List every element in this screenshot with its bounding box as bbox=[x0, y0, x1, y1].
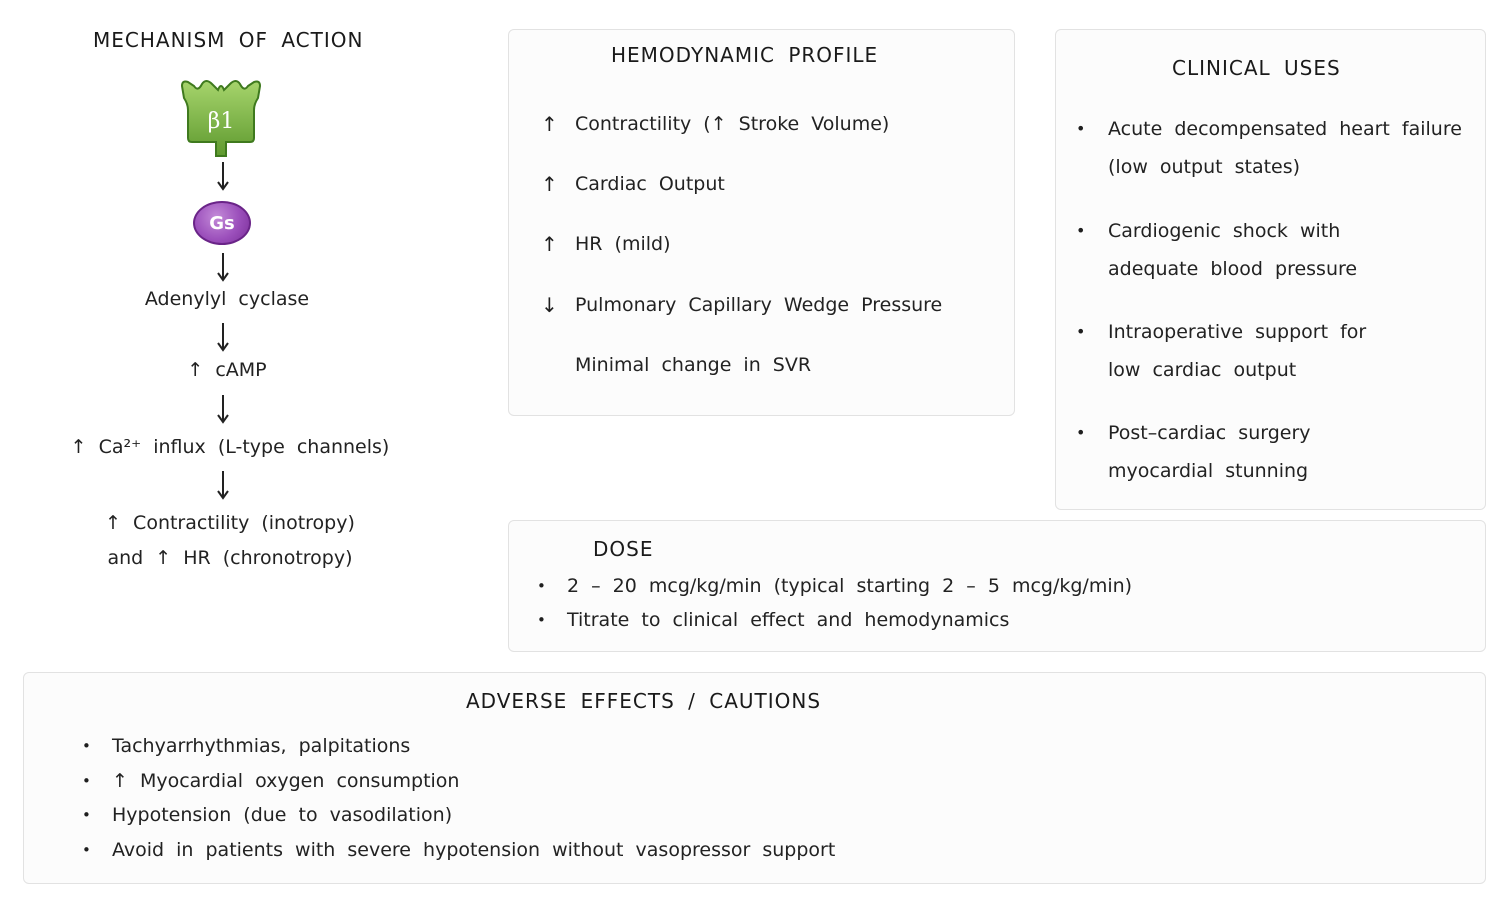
clinical-uses-title: CLINICAL USES bbox=[1172, 56, 1341, 80]
step-camp: ↑ cAMP bbox=[187, 359, 267, 381]
clinical-use-line: Acute decompensated heart failure bbox=[1108, 118, 1462, 140]
clinical-use-item bbox=[1076, 110, 1462, 186]
adverse-item-text: Avoid in patients with severe hypotension without vasopressor support bbox=[112, 839, 836, 861]
flow-arrow-2-icon bbox=[213, 252, 233, 282]
bullet-icon: • bbox=[1076, 423, 1086, 442]
dose-item-text: Titrate to clinical effect and hemodynamics bbox=[567, 609, 1010, 631]
hemo-row bbox=[541, 172, 725, 196]
hemo-row-text: Cardiac Output bbox=[575, 173, 725, 195]
hemo-row bbox=[541, 232, 670, 256]
flow-arrow-3-icon bbox=[213, 322, 233, 352]
hemo-row-text: Minimal change in SVR bbox=[575, 354, 812, 376]
bullet-icon: • bbox=[82, 772, 91, 790]
adverse-title: ADVERSE EFFECTS / CAUTIONS bbox=[466, 689, 822, 713]
down-arrow-icon: ↓ bbox=[541, 293, 558, 317]
up-arrow-icon: ↑ bbox=[541, 172, 558, 196]
flow-arrow-5-icon bbox=[213, 470, 233, 500]
flow-arrow-1-icon bbox=[213, 161, 233, 191]
hemo-row bbox=[541, 112, 889, 136]
adverse-panel bbox=[23, 672, 1486, 884]
adverse-item-text: Tachyarrhythmias, palpitations bbox=[112, 735, 411, 757]
clinical-use-line: low cardiac output bbox=[1108, 359, 1297, 381]
bullet-icon: • bbox=[82, 806, 91, 824]
step-contractility: ↑ Contractility (inotropy) bbox=[105, 512, 355, 534]
clinical-use-item bbox=[1076, 414, 1311, 490]
dose-panel bbox=[508, 520, 1486, 652]
hemodynamic-panel bbox=[508, 29, 1015, 416]
clinical-use-item bbox=[1076, 313, 1366, 389]
up-arrow-icon: ↑ bbox=[541, 232, 558, 256]
adverse-item bbox=[82, 735, 410, 757]
up-arrow-icon: ↑ bbox=[541, 112, 558, 136]
bullet-icon: • bbox=[1076, 322, 1086, 341]
adverse-item bbox=[82, 839, 835, 861]
clinical-use-line: myocardial stunning bbox=[1108, 460, 1309, 482]
mechanism-title: MECHANISM OF ACTION bbox=[93, 28, 364, 52]
dose-item bbox=[537, 575, 1132, 597]
step-heart-rate: and ↑ HR (chronotropy) bbox=[107, 547, 353, 569]
beta1-receptor-icon bbox=[178, 78, 264, 160]
hemo-row bbox=[541, 354, 811, 376]
receptor-label: β1 bbox=[207, 109, 235, 134]
bullet-icon: • bbox=[1076, 221, 1086, 240]
hemo-row-text: Contractility (↑ Stroke Volume) bbox=[575, 113, 890, 135]
clinical-uses-panel bbox=[1055, 29, 1486, 510]
bullet-icon: • bbox=[537, 611, 546, 629]
bullet-icon: • bbox=[82, 841, 91, 859]
dose-item-text: 2 – 20 mcg/kg/min (typical starting 2 – 5 mcg/kg/min) bbox=[567, 575, 1133, 597]
bullet-icon: • bbox=[82, 737, 91, 755]
clinical-use-line: Cardiogenic shock with bbox=[1108, 220, 1341, 242]
hemo-row-text: HR (mild) bbox=[575, 233, 671, 255]
clinical-use-line: adequate blood pressure bbox=[1108, 258, 1358, 280]
adverse-item-text: Hypotension (due to vasodilation) bbox=[112, 804, 453, 826]
gs-protein-icon: Gs bbox=[193, 201, 251, 245]
adverse-item bbox=[82, 770, 459, 792]
clinical-use-line: (low output states) bbox=[1108, 156, 1301, 178]
bullet-icon: • bbox=[537, 577, 546, 595]
step-calcium-influx: ↑ Ca²⁺ influx (L-type channels) bbox=[70, 436, 390, 458]
adverse-item bbox=[82, 804, 452, 826]
dose-title: DOSE bbox=[593, 537, 654, 561]
flow-arrow-4-icon bbox=[213, 394, 233, 424]
hemo-row-text: Pulmonary Capillary Wedge Pressure bbox=[575, 294, 943, 316]
step-adenylyl-cyclase: Adenylyl cyclase bbox=[144, 288, 310, 310]
adverse-item-text: ↑ Myocardial oxygen consumption bbox=[112, 770, 460, 792]
clinical-use-item bbox=[1076, 212, 1357, 288]
clinical-use-line: Post–cardiac surgery bbox=[1108, 422, 1311, 444]
dose-item bbox=[537, 609, 1009, 631]
hemo-row bbox=[541, 293, 942, 317]
bullet-icon: • bbox=[1076, 119, 1086, 138]
hemodynamic-title: HEMODYNAMIC PROFILE bbox=[611, 43, 879, 67]
clinical-use-line: Intraoperative support for bbox=[1108, 321, 1367, 343]
